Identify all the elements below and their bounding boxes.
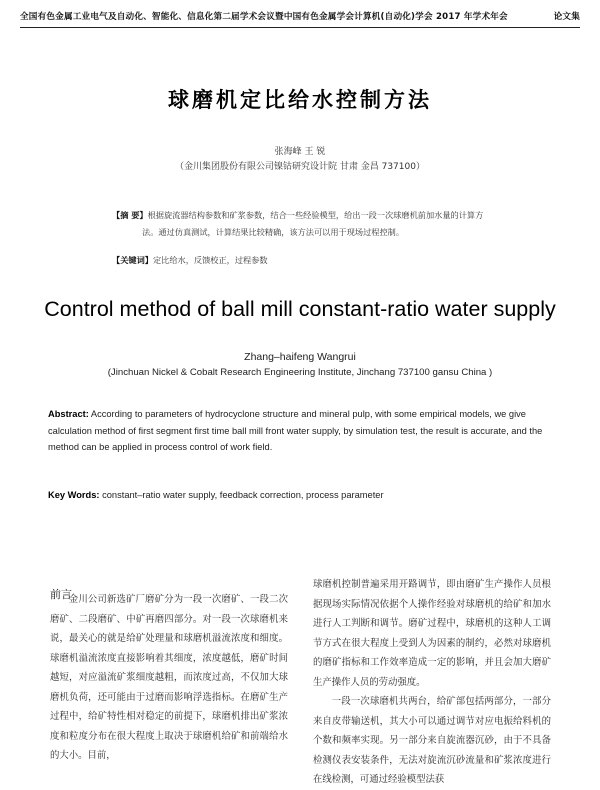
abstract-zh-line1: 根据旋流器结构参数和矿浆参数，结合一些经验模型，给出一段一次球磨机前加水量的计算方 xyxy=(147,210,484,220)
keywords-zh xyxy=(112,255,507,266)
keywords-zh-text: 定比给水，反馈校正，过程参数 xyxy=(152,255,268,265)
body-column-right xyxy=(313,575,551,790)
header-collection-label: 论文集 xyxy=(553,12,580,22)
authors-zh: 张海峰 王 锐 xyxy=(274,147,326,157)
affiliation-en: (Jinchuan Nickel & Cobalt Research Engineering Institute, Jinchang 737100 gansu China ) xyxy=(107,367,493,378)
paragraph: 金川公司新选矿厂磨矿分为一段一次磨矿、一段二次磨矿、二段磨矿、中矿再磨四部分。对一段一次球磨机来说，最关心的就是给矿处理量和球磨机溢流浓度和细度。球磨机溢流浓度直接影响着其细度，浓度越低，磨矿时间越短，对应溢流矿浆细度越粗，而浓度过高，不仅加大球磨机负荷，还可能由于过磨而影响浮选指标。在磨矿生产过程中，给矿特性相对稳定的前提下，球磨机排出矿浆浓度和粒度分布在很大程度上取决于球磨机给矿和前端给水的大小。目前， xyxy=(50,594,288,761)
abstract-en xyxy=(48,406,558,456)
keywords-en-text: constant–ratio water supply, feedback correction, process parameter xyxy=(102,490,384,500)
affiliation-zh: （金川集团股份有限公司镍钴研究设计院 甘肃 金昌 737100） xyxy=(175,162,425,172)
body-column-left xyxy=(50,590,288,766)
header-divider xyxy=(20,27,580,28)
abstract-zh-label: 【摘 要】 xyxy=(112,210,148,220)
abstract-zh xyxy=(112,207,507,241)
paper-title-en: Control method of ball mill constant-ratio water supply xyxy=(44,297,556,321)
authors-en: Zhang–haifeng Wangrui xyxy=(244,351,356,363)
section-heading-intro: 前言 xyxy=(50,588,72,601)
keywords-en xyxy=(48,490,558,500)
keywords-zh-label: 【关键词】 xyxy=(112,255,153,265)
paragraph: 球磨机控制普遍采用开路调节，即由磨矿生产操作人员根据现场实际情况依据个人操作经验对球磨机的给矿和加水进行人工判断和调节。磨矿过程中，球磨机的这种人工调节方式在很大程度上受到人为因素的制约，必然对球磨机的磨矿指标和工作效率造成一定的影响，并且会加大磨矿生产操作人员的劳动强度。 xyxy=(313,579,551,688)
header-conference: 全国有色金属工业电气及自动化、智能化、信息化第二届学术会议暨中国有色金属学会计算机(自动化)学会 2017 年学术年会 xyxy=(20,12,508,22)
paper-title-zh: 球磨机定比给水控制方法 xyxy=(168,88,432,112)
abstract-en-label: Abstract: xyxy=(48,409,89,419)
abstract-zh-line2: 法。通过仿真测试，计算结果比较精确，该方法可以用于现场过程控制。 xyxy=(142,227,405,237)
abstract-en-text: According to parameters of hydrocyclone structure and mineral pulp, with some empirical models, we give calculation method of first segment first time ball mill front water supply, by simulation test, the result is accurate, and the method can be applied in process control of work field. xyxy=(48,409,543,452)
running-header xyxy=(20,10,580,22)
paragraph: 一段一次球磨机共两台，给矿部包括两部分，一部分来自皮带输送机，其大小可以通过调节对应电振给料机的个数和频率实现。另一部分来自旋流器沉砂，由于不具备检测仪表安装条件，无法对旋流沉砂流量和矿浆浓度进行在线检测，可通过经验模型法获 xyxy=(313,696,551,785)
keywords-en-label: Key Words: xyxy=(48,490,100,500)
